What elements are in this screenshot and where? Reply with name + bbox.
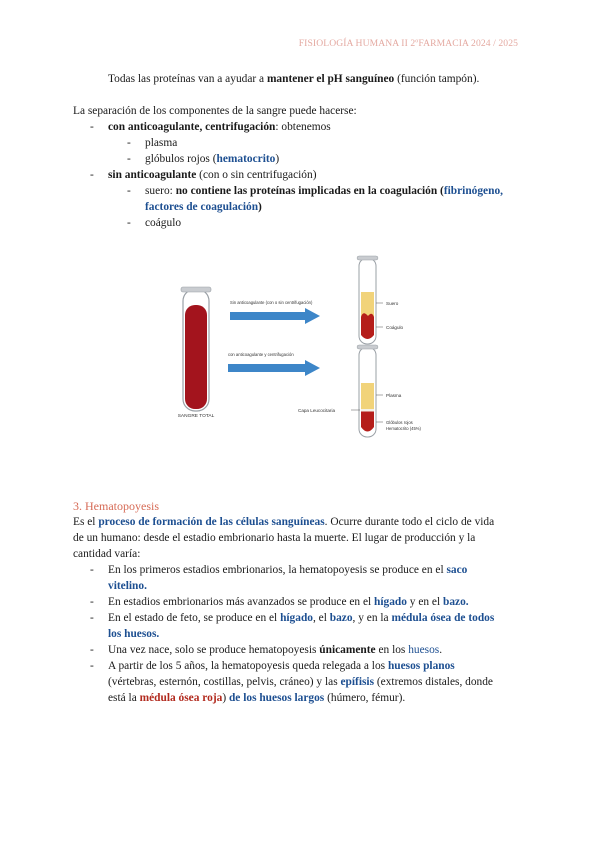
bullet-dash: - bbox=[90, 169, 94, 181]
bullet-dash: - bbox=[90, 612, 94, 624]
blood-separation-figure bbox=[170, 255, 440, 445]
label-suero: Suero bbox=[386, 301, 399, 306]
clot-fill bbox=[361, 313, 374, 339]
sub-item-plasma: plasma bbox=[145, 137, 178, 149]
arrow-top bbox=[230, 308, 320, 324]
hemato-bullet-1-cont: vitelino. bbox=[108, 580, 147, 592]
hemato-bullet-5: A partir de los 5 años, la hematopoyesis queda relegada a los huesos planos bbox=[108, 660, 455, 672]
sub-item-suero: suero: no contiene las proteínas implicadas en la coagulación (fibrinógeno, bbox=[145, 185, 503, 197]
sub-bullet-dash: - bbox=[127, 217, 131, 229]
bullet-dash: - bbox=[90, 660, 94, 672]
bullet-dash: - bbox=[90, 596, 94, 608]
plasma-fill bbox=[361, 383, 374, 409]
whole-blood-tube bbox=[181, 287, 211, 411]
bullet-dash: - bbox=[90, 121, 94, 133]
intro-line: Todas las proteínas van a ayudar a mantener el pH sanguíneo (función tampón). bbox=[108, 73, 480, 85]
label-coagulo: Coágulo bbox=[386, 325, 404, 330]
section-title: 3. Hematopoyesis bbox=[73, 499, 159, 513]
serum-clot-tube bbox=[357, 256, 378, 344]
arrow-top-label: Sin anticoagulante (con o sin centrifugación) bbox=[230, 300, 313, 305]
hemato-bullet-3: En el estado de feto, se produce en el hígado, el bazo, y en la médula ósea de todos bbox=[108, 612, 495, 624]
page-header: FISIOLOGÍA HUMANA II 2ºFARMACIA 2024 / 2025 bbox=[298, 38, 518, 49]
hemato-bullet-3-cont: los huesos. bbox=[108, 628, 160, 640]
hemato-paragraph-line1: Es el proceso de formación de las células sanguíneas. Ocurre durante todo el ciclo de vida bbox=[73, 516, 495, 528]
buffy-coat-fill bbox=[361, 409, 374, 412]
separation-lead: La separación de los componentes de la sangre puede hacerse: bbox=[73, 105, 357, 117]
whole-blood-fill bbox=[185, 305, 207, 409]
hemato-bullet-2: En estadios embrionarios más avanzados se produce en el hígado y en el bazo. bbox=[108, 596, 469, 608]
bullet-dash: - bbox=[90, 644, 94, 656]
sub-item-globulos: glóbulos rojos (hematocrito) bbox=[145, 153, 280, 165]
label-plasma: Plasma bbox=[386, 393, 402, 398]
separation-item-1: con anticoagulante, centrifugación: obtenemos bbox=[108, 121, 331, 133]
sub-bullet-dash: - bbox=[127, 153, 131, 165]
label-hematocrito: Hematocrito (45%) bbox=[386, 426, 421, 431]
hemato-bullet-5-line2: (vértebras, esternón, costillas, pelvis, cráneo) y las epífisis (extremos distales, donde bbox=[108, 676, 493, 688]
red-cells-fill bbox=[361, 412, 374, 432]
sub-bullet-dash: - bbox=[127, 137, 131, 149]
separation-item-2: sin anticoagulante (con o sin centrifugación) bbox=[108, 169, 317, 181]
sub-item-suero-cont: factores de coagulación) bbox=[145, 201, 262, 213]
hemato-paragraph-line3: cantidad varía: bbox=[73, 548, 141, 560]
hemato-bullet-1: En los primeros estadios embrionarios, la hematopoyesis se produce en el saco bbox=[108, 564, 468, 576]
arrow-bottom bbox=[228, 360, 320, 376]
label-globulos: Glóbulos rojos bbox=[386, 420, 413, 425]
bullet-dash: - bbox=[90, 564, 94, 576]
sub-item-coagulo: coágulo bbox=[145, 217, 182, 229]
sub-bullet-dash: - bbox=[127, 185, 131, 197]
label-sangre-total: SANGRE TOTAL bbox=[177, 414, 215, 419]
arrow-bottom-label: con anticoagulante y centrifugación bbox=[228, 352, 294, 357]
plasma-tube bbox=[357, 345, 378, 437]
hemato-bullet-5-line3: está la médula ósea roja) de los huesos largos (húmero, fémur). bbox=[108, 692, 406, 704]
hemato-paragraph-line2: de un humano: desde el estadio embrionario hasta la muerte. El lugar de producción y la bbox=[73, 532, 476, 544]
label-capa: Capa Leucocitaria bbox=[298, 408, 336, 413]
hemato-bullet-4: Una vez nace, solo se produce hematopoyesis únicamente en los huesos. bbox=[108, 644, 443, 656]
